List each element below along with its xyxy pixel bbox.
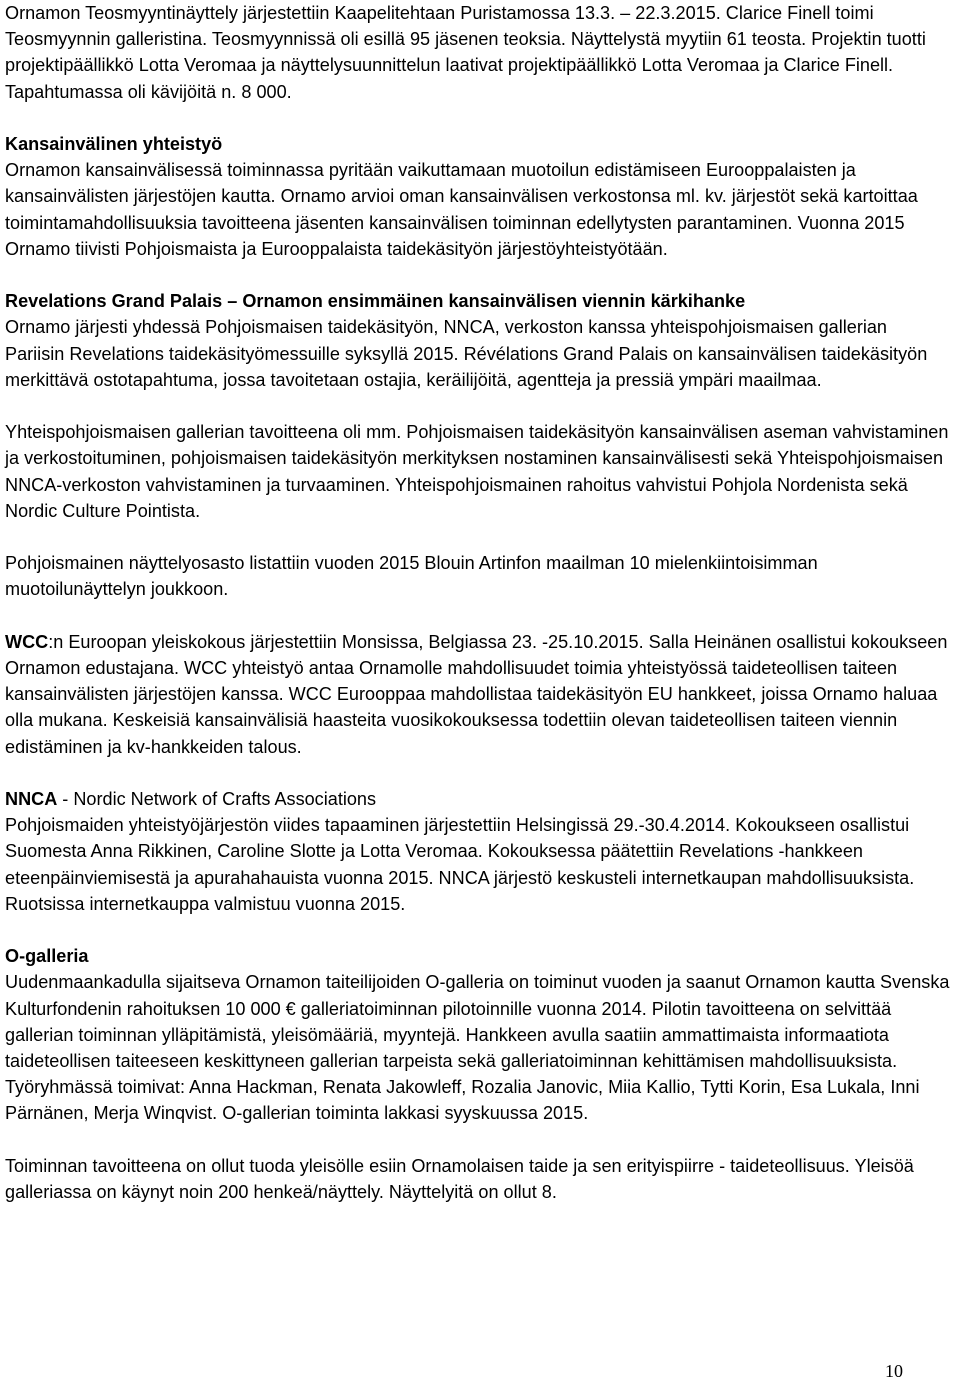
revelations-goals-paragraph: Yhteispohjoismaisen gallerian tavoitteena oli mm. Pohjoismaisen taidekäsityön kansainvälisen aseman vahvistaminen ja verkostoituminen, pohjoismaisen taidekäsityön merkityksen nostaminen kansainvälisesti sekä Yhteispohjoismaisen NNCA-verkoston vahvistaminen ja turvaaminen. Yhteispohjoismainen rahoitus vahvistui Pohjola Nordenista sekä Nordic Culture Pointista. xyxy=(5,422,949,521)
wcc-section xyxy=(5,629,951,760)
revelations-body: Ornamo järjesti yhdessä Pohjoismaisen taidekäsityön, NNCA, verkoston kanssa yhteispohjoismaisen gallerian Pariisin Revelations taidekäsityömessuille syksyllä 2015. Révélations Grand Palais on kansainvälisen taidekäsityön merkittävä ostotapahtuma, jossa tavoitetaan ostajia, keräilijöitä, agentteja ja pressiä ympäri maailmaa. xyxy=(5,317,928,390)
ogalleria-section xyxy=(5,943,951,1126)
page-number: 10 xyxy=(885,1361,903,1381)
international-section xyxy=(5,131,951,262)
revelations-section xyxy=(5,288,951,393)
ogalleria-body: Uudenmaankadulla sijaitseva Ornamon taiteilijoiden O-galleria on toiminut vuoden ja saanut Ornamon kautta Svenska Kulturfondenin rahoituksen 10 000 € galleriatoiminnan pilotoinnille vuonna 2014. Pilotin tavoitteena on selvittää gallerian toiminnan ylläpitämistä, yleisömääriä, myyntejä. Hankkeen avulla saatiin ammattimaista informaatiota taideteollisen taiteeseen keskittyneen gallerian tarpeista sekä galleriatoiminnan kehittämisen mahdollisuuksista. Työryhmässä toimivat: Anna Hackman, Renata Jakowleff, Rozalia Janovic, Miia Kallio, Tytti Korin, Esa Lukala, Inni Pärnänen, Merja Winqvist. O-gallerian toiminta lakkasi syyskuussa 2015. xyxy=(5,972,950,1124)
international-body: Ornamon kansainvälisessä toiminnassa pyritään vaikuttamaan muotoilun edistämiseen Eurooppalaisten ja kansainvälisten järjestöjen kautta. Ornamo arvioi oman kansainvälisen verkostonsa ml. kv. järjestöt sekä kartoittaa toimintamahdollisuuksia tavoitteena jäsenten kansainvälisen toiminnan edellytysten parantaminen. Vuonna 2015 Ornamo tiivisti Pohjoismaista ja Eurooppalaista taidekäsityön järjestöyhteistyötään. xyxy=(5,160,918,259)
revelations-heading: Revelations Grand Palais – Ornamon ensimmäinen kansainvälisen viennin kärkihanke xyxy=(5,291,746,312)
document-page xyxy=(5,0,951,1205)
nnca-body: Pohjoismaiden yhteistyöjärjestön viides tapaaminen järjestettiin Helsingissä 29.-30.4.2014. Kokoukseen osallistui Suomesta Anna Rikkinen, Caroline Slotte ja Lotta Veromaa. Kokouksessa päätettiin Revelations -hankkeen eteenpäinviemisestä ja apurahahauista vuonna 2015. NNCA järjestö keskusteli internetkaupan mahdollisuuksista. Ruotsissa internetkauppa valmistuu vuonna 2015. xyxy=(5,815,915,914)
nnca-title: - Nordic Network of Crafts Associations xyxy=(57,789,377,809)
wcc-body: :n Euroopan yleiskokous järjestettiin Monsissa, Belgiassa 23. -25.10.2015. Salla Heinänen osallistui kokoukseen Ornamon edustajana. WCC yhteistyö antaa Ornamolle mahdollisuudet toimia yhteistyössä taideteollisen taiteen kansainvälisten järjestöjen kanssa. WCC Eurooppaa mahdollistaa taidekäsityön EU hankkeet, joissa Ornamo haluaa olla mukana. Keskeisiä kansainvälisiä haasteita vuosikokouksessa todettiin olevan taideteollisen taiteen viennin edistäminen ja kv-hankkeiden talous. xyxy=(5,631,948,757)
nnca-section xyxy=(5,786,951,917)
ogalleria-goal-paragraph: Toiminnan tavoitteena on ollut tuoda yleisölle esiin Ornamolaisen taide ja sen erityispiirre - taideteollisuus. Yleisöä galleriassa on käynyt noin 200 henkeä/näyttely. Näyttelyitä on ollut 8. xyxy=(5,1155,914,1203)
intro-paragraph: Ornamon Teosmyyntinäyttely järjestettiin Kaapelitehtaan Puristamossa 13.3. – 22.3.2015. Clarice Finell toimi Teosmyynnin galleristina. Teosmyynnissä oli esillä 95 jäsenen teoksia. Näyttelystä myytiin 61 teosta. Projektin tuotti projektipäällikkö Lotta Veromaa ja näyttelysuunnittelun laativat projektipäällikkö Lotta Veromaa ja Clarice Finell. Tapahtumassa oli kävijöitä n. 8 000. xyxy=(5,3,926,102)
ogalleria-heading: O-galleria xyxy=(5,946,89,967)
wcc-label: WCC xyxy=(5,631,49,652)
blouin-paragraph: Pohjoismainen näyttelyosasto listattiin vuoden 2015 Blouin Artinfon maailman 10 mielenkiintoisimman muotoilunäyttelyn joukkoon. xyxy=(5,553,818,600)
international-heading: Kansainvälinen yhteistyö xyxy=(5,134,223,154)
nnca-label: NNCA xyxy=(5,789,58,809)
